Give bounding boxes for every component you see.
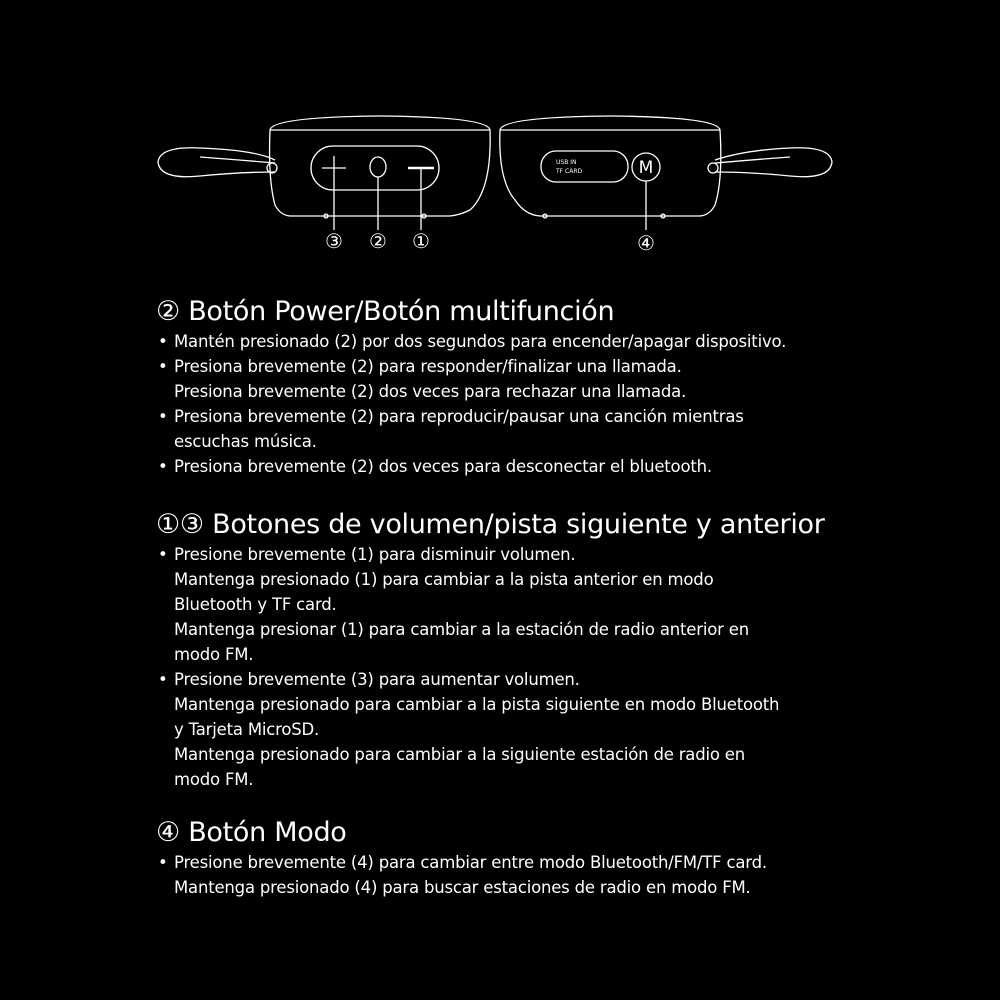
text-line: modo FM. (174, 645, 254, 664)
callout-3: ③ (325, 229, 343, 253)
speaker-diagram (0, 0, 1000, 270)
speaker-back-view (500, 116, 832, 230)
text-line: modo FM. (174, 770, 254, 789)
text-line: • Presiona brevemente (2) para reproducir/pausar una canción mientras (174, 407, 744, 426)
list-item (156, 667, 876, 792)
section-title: ② Botón Power/Botón multifunción (156, 296, 615, 327)
text-line: Mantenga presionado (4) para buscar estaciones de radio en modo FM. (174, 878, 751, 897)
plus-icon (322, 156, 346, 181)
text-line: y Tarjeta MicroSD. (174, 720, 320, 739)
bullet-list (156, 850, 876, 900)
list-item (156, 329, 876, 354)
text-line: Presiona brevemente (2) dos veces para rechazar una llamada. (174, 382, 687, 401)
list-item (156, 850, 876, 900)
callout-1: ① (412, 229, 430, 253)
section-title: ④ Botón Modo (156, 817, 347, 848)
mode-button-label: M (638, 158, 654, 178)
list-item (156, 542, 876, 667)
text-line: Mantenga presionado para cambiar a la siguiente estación de radio en (174, 745, 746, 764)
text-line: • Mantén presionado (2) por dos segundos para encender/apagar dispositivo. (174, 332, 787, 351)
text-line: • Presiona brevemente (2) dos veces para desconectar el bluetooth. (174, 457, 712, 476)
section-mode-button (156, 816, 876, 900)
speaker-front-view (158, 116, 490, 230)
callout-2: ② (369, 229, 387, 253)
callout-4: ④ (637, 231, 655, 255)
list-item (156, 354, 876, 404)
strap-left (158, 148, 275, 177)
list-item (156, 404, 876, 454)
list-item (156, 454, 876, 479)
text-line: • Presiona brevemente (2) para responder/finalizar una llamada. (174, 357, 682, 376)
text-line: Mantenga presionado para cambiar a la pista siguiente en modo Bluetooth (174, 695, 780, 714)
section-volume-buttons (156, 508, 876, 792)
text-line: Mantenga presionar (1) para cambiar a la estación de radio anterior en (174, 620, 749, 639)
section-title: ①③ Botones de volumen/pista siguiente y anterior (156, 509, 825, 540)
text-line: escuchas música. (174, 432, 317, 451)
text-line: Mantenga presionado (1) para cambiar a la pista anterior en modo (174, 570, 714, 589)
strap-right (715, 148, 832, 177)
text-line: Bluetooth y TF card. (174, 595, 337, 614)
bullet-list (156, 542, 876, 792)
bullet-list (156, 329, 876, 479)
usb-tf-port (541, 151, 628, 182)
power-button-icon (370, 157, 386, 177)
text-line: • Presione brevemente (4) para cambiar entre modo Bluetooth/FM/TF card. (174, 853, 767, 872)
usb-in-label: USB IN (556, 159, 577, 166)
tf-card-label: TF CARD (556, 168, 583, 175)
text-line: • Presione brevemente (1) para disminuir volumen. (174, 545, 576, 564)
text-line: • Presione brevemente (3) para aumentar volumen. (174, 670, 580, 689)
section-power-button (156, 295, 876, 479)
